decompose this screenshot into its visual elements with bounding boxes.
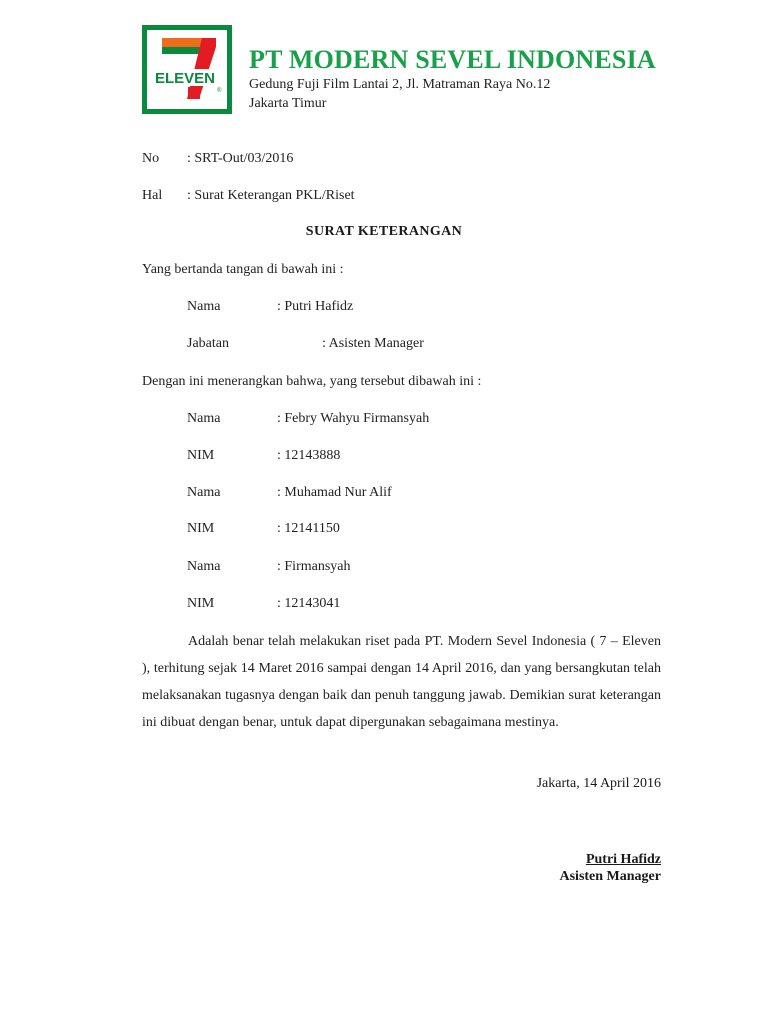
company-address-line1: Gedung Fuji Film Lantai 2, Jl. Matraman Raya No.12 — [249, 77, 551, 92]
signer-position-label: Jabatan — [187, 336, 229, 351]
statement-text: Dengan ini menerangkan bahwa, yang tersebut dibawah ini : — [142, 374, 482, 389]
student-nim-value: : 12143041 — [277, 596, 341, 611]
signature-position: Asisten Manager — [559, 869, 661, 884]
company-address-line2: Jakarta Timur — [249, 96, 327, 111]
signer-position-value: : Asisten Manager — [322, 336, 424, 351]
subject-value: : Surat Keterangan PKL/Riset — [187, 188, 355, 203]
student-name-label: Nama — [187, 559, 221, 574]
signer-name-label: Nama — [187, 299, 221, 314]
signer-name-value: : Putri Hafidz — [277, 299, 354, 314]
company-name: PT MODERN SEVEL INDONESIA — [249, 45, 656, 74]
student-name-value: : Febry Wahyu Firmansyah — [277, 411, 430, 426]
student-nim-label: NIM — [187, 448, 215, 463]
logo-text: ELEVEN — [154, 70, 216, 87]
student-nim-label: NIM — [187, 521, 215, 536]
intro-text: Yang bertanda tangan di bawah ini : — [142, 262, 344, 277]
student-name-value: : Firmansyah — [277, 559, 351, 574]
student-name-value: : Muhamad Nur Alif — [277, 485, 392, 500]
logo-registered-mark: ® — [217, 88, 222, 94]
subject-label: Hal — [142, 188, 163, 203]
student-name-label: Nama — [187, 411, 221, 426]
logo-seven-foot — [188, 87, 200, 99]
signature-name: Putri Hafidz — [585, 852, 661, 867]
student-nim-value: : 12143888 — [277, 448, 341, 463]
letter-number-label: No — [142, 151, 160, 166]
student-nim-value: : 12141150 — [277, 521, 340, 536]
student-nim-label: NIM — [187, 596, 215, 611]
letter-number-value: : SRT-Out/03/2016 — [187, 151, 294, 166]
place-date: Jakarta, 14 April 2016 — [536, 776, 661, 791]
letter-title: SURAT KETERANGAN — [305, 224, 463, 239]
company-logo — [142, 25, 232, 114]
body-paragraph: Adalah benar telah melakukan riset pada PT. Modern Sevel Indonesia ( 7 – Eleven ), terhitung sejak 14 Maret 2016 sampai dengan 14 April 2016, dan yang bersangkutan telah melaksanakan tugasnya dengan baik dan penuh tanggung jawab. Demikian surat keterangan ini dibuat dengan benar, untuk dapat dipergunakan sebagaimana mestinya. — [142, 634, 661, 730]
student-name-label: Nama — [187, 485, 221, 500]
seven-eleven-logo-icon — [142, 25, 232, 114]
